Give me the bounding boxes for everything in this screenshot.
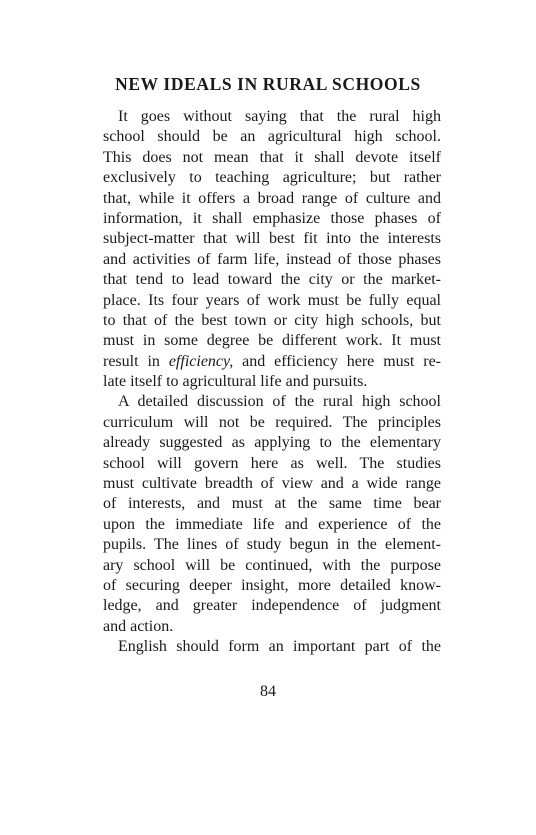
text-line: information, it shall emphasize those phases of [103, 209, 441, 227]
text-line: already suggested as applying to the elementary [103, 434, 441, 452]
text-line: English should form an important part of the [118, 638, 441, 656]
italic-word: efficiency, [168, 352, 234, 370]
text-line: late itself to agricultural life and pursuits. [103, 373, 368, 391]
text-line: upon the immediate life and experience of the [103, 515, 441, 533]
text-line: place. Its four years of work must be fully equal [103, 291, 441, 309]
text-line: of securing deeper insight, more detailed know- [103, 576, 441, 594]
text-run: result in [103, 352, 169, 370]
text-line: must cultivate breadth of view and a wide range [103, 475, 441, 493]
running-head: NEW IDEALS IN RURAL SCHOOLS [115, 74, 421, 94]
text-line: school will govern here as well. The studies [103, 454, 441, 472]
text-line: that, while it offers a broad range of culture and [103, 189, 441, 207]
text-line: school should be an agricultural high school. [103, 128, 441, 146]
text-line: ary school will be continued, with the purpose [103, 556, 441, 574]
text-run: and efficiency here must re- [233, 352, 441, 370]
text-line [103, 352, 441, 372]
text-line: and activities of farm life, instead of those phases [103, 250, 441, 268]
text-line: subject-matter that will best fit into the interests [103, 230, 441, 248]
text-line: and action. [103, 617, 174, 635]
text-line: of interests, and must at the same time bear [103, 495, 441, 513]
text-line: that tend to lead toward the city or the market- [103, 271, 441, 289]
page-number: 84 [260, 683, 276, 700]
text-line: ledge, and greater independence of judgment [103, 597, 441, 615]
text-line: curriculum will not be required. The principles [103, 413, 441, 431]
text-line: must in some degree be different work. It must [103, 332, 441, 350]
text-line: pupils. The lines of study begun in the element- [103, 536, 441, 554]
text-line: to that of the best town or city high schools, but [103, 311, 441, 329]
text-line: A detailed discussion of the rural high school [118, 393, 441, 411]
body-text [103, 107, 441, 658]
text-line: This does not mean that it shall devote itself [103, 148, 441, 166]
text-line: It goes without saying that the rural high [118, 108, 441, 125]
text-line: exclusively to teaching agriculture; but rather [103, 169, 441, 187]
